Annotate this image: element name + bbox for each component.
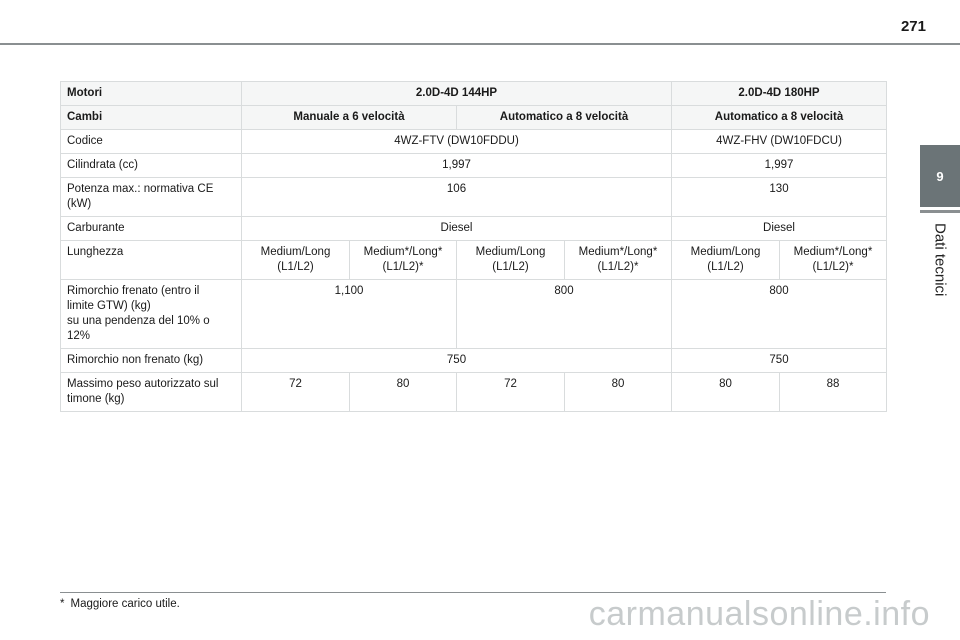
- chapter-rule: [920, 210, 960, 213]
- length-line2: (L1/L2): [707, 261, 744, 273]
- row-label-peso-timone: [61, 373, 242, 412]
- chapter-number: 9: [936, 168, 944, 184]
- length-line2: (L1/L2)*: [597, 261, 639, 273]
- length-cell: [350, 241, 457, 280]
- towbar-load-cell: 80: [672, 373, 780, 412]
- length-cell: [565, 241, 672, 280]
- footnote: [60, 598, 180, 610]
- table-row: [61, 130, 887, 154]
- length-cell: [242, 241, 350, 280]
- row-label-codice: Codice: [61, 130, 242, 154]
- towbar-load-cell: 88: [780, 373, 887, 412]
- engine-code-180hp: 4WZ-FHV (DW10FDCU): [672, 130, 887, 154]
- gearbox-auto-8: Automatico a 8 velocità: [457, 106, 672, 130]
- length-cell: [672, 241, 780, 280]
- fuel-144hp: Diesel: [242, 217, 672, 241]
- unbraked-trailer-144hp: 750: [242, 349, 672, 373]
- length-line2: (L1/L2): [492, 261, 529, 273]
- peso-label-line1: Massimo peso autorizzato sul: [67, 378, 219, 390]
- table-row: [61, 217, 887, 241]
- displacement-144hp: 1,997: [242, 154, 672, 178]
- table-row: [61, 154, 887, 178]
- page-number: 271: [900, 18, 926, 35]
- displacement-180hp: 1,997: [672, 154, 887, 178]
- label-line: limite GTW) (kg): [67, 300, 151, 312]
- label-line: 12%: [67, 330, 91, 342]
- row-label-lunghezza: Lunghezza: [61, 241, 242, 280]
- gearbox-auto-8-180: Automatico a 8 velocità: [672, 106, 887, 130]
- fuel-180hp: Diesel: [672, 217, 887, 241]
- length-line2: (L1/L2): [277, 261, 314, 273]
- footnote-text: Maggiore carico utile.: [70, 598, 180, 610]
- table-row: [61, 106, 887, 130]
- potenza-label-line1: Potenza max.: normativa CE: [67, 183, 214, 195]
- length-line2: (L1/L2)*: [812, 261, 854, 273]
- row-label-rimorchio-frenato: [61, 280, 242, 349]
- unbraked-trailer-180hp: 750: [672, 349, 887, 373]
- row-label-motori: Motori: [61, 82, 242, 106]
- table-row: [61, 280, 887, 349]
- table-row: [61, 241, 887, 280]
- length-line1: Medium/Long: [475, 246, 546, 258]
- footnote-marker: *: [60, 598, 65, 610]
- towbar-load-cell: 80: [350, 373, 457, 412]
- footnote-rule: [60, 592, 886, 593]
- length-cell: [457, 241, 565, 280]
- engine-180hp: 2.0D-4D 180HP: [672, 82, 887, 106]
- row-label-carburante: Carburante: [61, 217, 242, 241]
- chapter-title: [920, 215, 960, 305]
- table-row: [61, 82, 887, 106]
- length-line2: (L1/L2)*: [382, 261, 424, 273]
- chapter-tab[interactable]: [920, 145, 960, 207]
- power-180hp: 130: [672, 178, 887, 217]
- row-label-cambi: Cambi: [61, 106, 242, 130]
- row-label-cilindrata: Cilindrata (cc): [61, 154, 242, 178]
- towbar-load-cell: 80: [565, 373, 672, 412]
- length-line1: Medium*/Long*: [793, 246, 873, 258]
- towbar-load-cell: 72: [457, 373, 565, 412]
- label-line: Rimorchio frenato (entro il: [67, 285, 200, 297]
- watermark: carmanualsonline.info: [588, 595, 930, 633]
- table-row: [61, 349, 887, 373]
- peso-label-line2: timone (kg): [67, 393, 125, 405]
- braked-trailer-auto-144: 800: [457, 280, 672, 349]
- label-line: su una pendenza del 10% o: [67, 315, 210, 327]
- chapter-title-text: Dati tecnici: [931, 223, 949, 297]
- towbar-load-cell: 72: [242, 373, 350, 412]
- engine-code-144hp: 4WZ-FTV (DW10FDDU): [242, 130, 672, 154]
- table-row: [61, 178, 887, 217]
- braked-trailer-manual: 1,100: [242, 280, 457, 349]
- table-row: [61, 373, 887, 412]
- braked-trailer-auto-180: 800: [672, 280, 887, 349]
- power-144hp: 106: [242, 178, 672, 217]
- header-rule: [0, 43, 960, 45]
- length-cell: [780, 241, 887, 280]
- potenza-label-line2: (kW): [67, 198, 92, 210]
- length-line1: Medium*/Long*: [363, 246, 443, 258]
- technical-data-table: [60, 81, 887, 412]
- length-line1: Medium/Long: [260, 246, 331, 258]
- length-line1: Medium/Long: [690, 246, 761, 258]
- row-label-rimorchio-non-frenato: Rimorchio non frenato (kg): [61, 349, 242, 373]
- gearbox-manual-6: Manuale a 6 velocità: [242, 106, 457, 130]
- row-label-potenza: [61, 178, 242, 217]
- length-line1: Medium*/Long*: [578, 246, 658, 258]
- engine-144hp: 2.0D-4D 144HP: [242, 82, 672, 106]
